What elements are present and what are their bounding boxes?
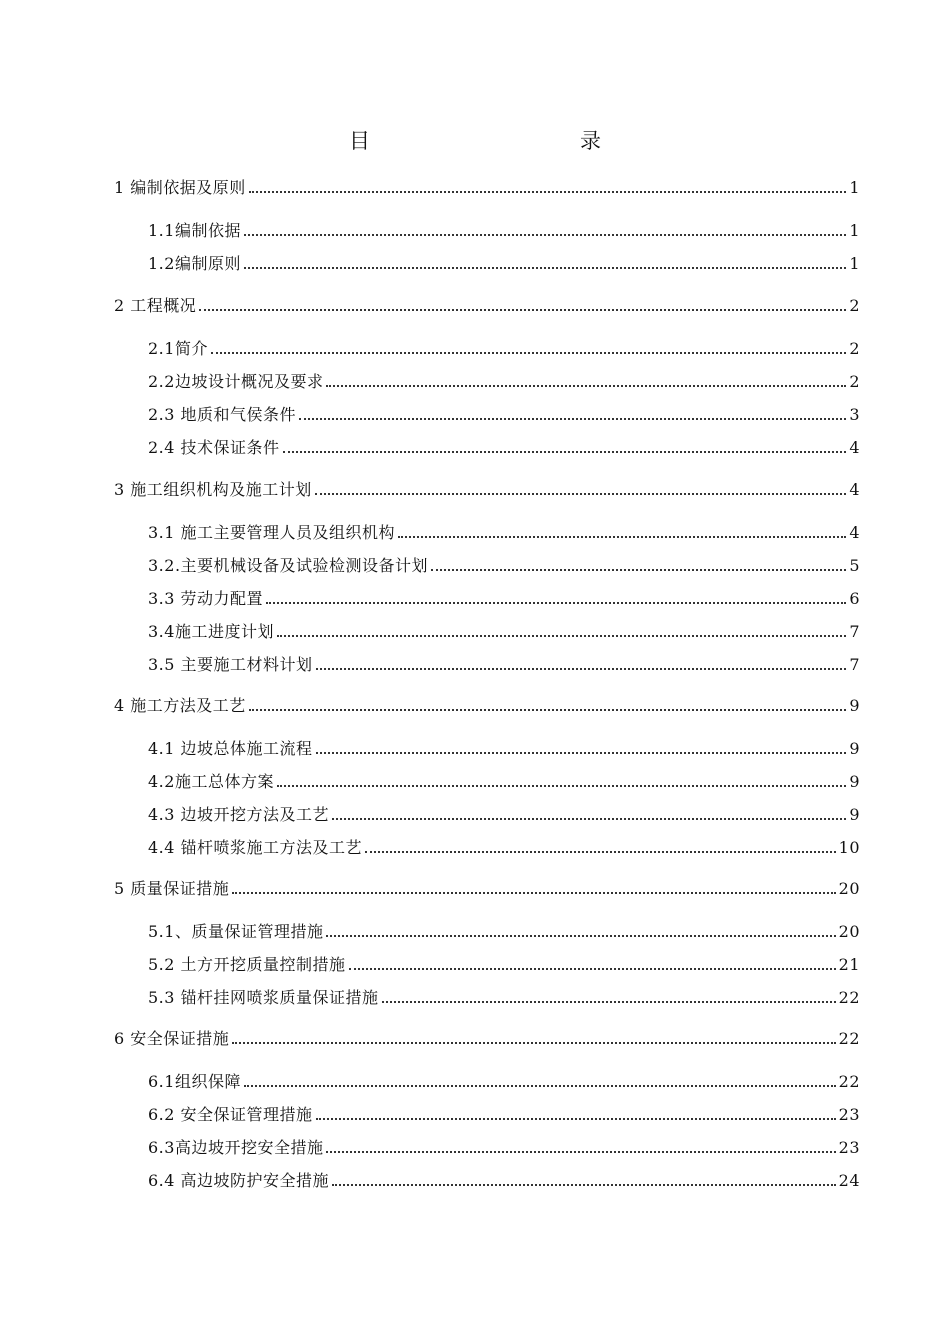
toc-subsection-entry[interactable]	[148, 368, 860, 392]
dot-leader	[326, 1151, 835, 1153]
toc-entry-title: 2.1简介	[148, 339, 208, 358]
toc-entry-title: 4.4 锚杆喷浆施工方法及工艺	[148, 838, 363, 857]
dot-leader	[316, 668, 847, 670]
toc-entry-title: 2 工程概况	[114, 296, 197, 315]
dot-leader	[283, 451, 847, 453]
toc-page-number: 6	[849, 589, 860, 608]
dot-leader	[244, 234, 846, 236]
dot-leader	[365, 851, 836, 853]
toc-page-number: 9	[849, 772, 860, 791]
toc-section-entry[interactable]	[114, 292, 860, 316]
toc-entry-title: 3.2.主要机械设备及试验检测设备计划	[148, 556, 429, 575]
toc-page-number: 10	[838, 838, 860, 857]
toc-entry-title: 4.3 边坡开挖方法及工艺	[148, 805, 330, 824]
dot-leader	[277, 785, 846, 787]
toc-subsection-entry[interactable]	[148, 1068, 860, 1092]
toc-entry-title: 6 安全保证措施	[114, 1029, 230, 1048]
dot-leader	[249, 191, 847, 193]
toc-section-entry[interactable]	[114, 174, 860, 198]
toc-entry-title: 6.2 安全保证管理措施	[148, 1105, 313, 1124]
toc-page-number: 5	[849, 556, 860, 575]
toc-entry-title: 3.4施工进度计划	[148, 622, 274, 641]
toc-page-number: 9	[849, 805, 860, 824]
dot-leader	[244, 267, 846, 269]
dot-leader	[244, 1085, 836, 1087]
dot-leader	[398, 536, 846, 538]
dot-leader	[326, 935, 835, 937]
toc-subsection-entry[interactable]	[148, 519, 860, 543]
dot-leader	[316, 1118, 836, 1120]
dot-leader	[431, 569, 846, 571]
toc-page-number: 23	[838, 1138, 860, 1157]
toc-entry-title: 3.3 劳动力配置	[148, 589, 264, 608]
toc-page-number: 2	[849, 339, 860, 358]
toc-entry-title: 1.1编制依据	[148, 221, 241, 240]
toc-section-entry[interactable]	[114, 476, 860, 500]
toc-title: 目 录	[349, 129, 657, 153]
toc-page-number: 20	[838, 879, 860, 898]
toc-subsection-entry[interactable]	[148, 335, 860, 359]
toc-page-number: 23	[838, 1105, 860, 1124]
toc-entry-title: 5.3 锚杆挂网喷浆质量保证措施	[148, 988, 379, 1007]
dot-leader	[315, 493, 847, 495]
dot-leader	[211, 352, 846, 354]
toc-page-number: 1	[849, 178, 860, 197]
toc-entry-title: 5.2 土方开挖质量控制措施	[148, 955, 346, 974]
toc-page-number: 2	[849, 296, 860, 315]
dot-leader	[326, 385, 846, 387]
toc-entry-title: 6.1组织保障	[148, 1072, 241, 1091]
dot-leader	[199, 309, 846, 311]
toc-entry-title: 4 施工方法及工艺	[114, 696, 246, 715]
toc-page-number: 20	[838, 922, 860, 941]
toc-page-number: 22	[838, 1029, 860, 1048]
toc-subsection-entry[interactable]	[148, 801, 860, 825]
toc-subsection-entry[interactable]	[148, 552, 860, 576]
dot-leader	[299, 418, 846, 420]
toc-entry-title: 5.1、质量保证管理措施	[148, 922, 324, 941]
toc-subsection-entry[interactable]	[148, 951, 860, 975]
dot-leader	[249, 709, 847, 711]
dot-leader	[316, 752, 847, 754]
toc-entry-title: 5 质量保证措施	[114, 879, 230, 898]
toc-entry-title: 1.2编制原则	[148, 254, 241, 273]
toc-page-number: 1	[849, 221, 860, 240]
toc-page-number: 21	[838, 955, 860, 974]
toc-subsection-entry[interactable]	[148, 585, 860, 609]
toc-subsection-entry[interactable]	[148, 1101, 860, 1125]
dot-leader	[277, 635, 846, 637]
toc-page-number: 9	[849, 696, 860, 715]
toc-entry-title: 6.4 高边坡防护安全措施	[148, 1171, 330, 1190]
toc-page-number: 7	[849, 622, 860, 641]
toc-page-number: 7	[849, 655, 860, 674]
toc-section-entry[interactable]	[114, 875, 860, 899]
toc-entry-title: 3 施工组织机构及施工计划	[114, 480, 312, 499]
toc-entry-title: 4.1 边坡总体施工流程	[148, 739, 313, 758]
toc-entry-title: 2.2边坡设计概况及要求	[148, 372, 324, 391]
dot-leader	[332, 1184, 836, 1186]
toc-page-number: 9	[849, 739, 860, 758]
toc-page-number: 24	[838, 1171, 860, 1190]
toc-entry-title: 1 编制依据及原则	[114, 178, 246, 197]
toc-subsection-entry[interactable]	[148, 984, 860, 1008]
toc-page-number: 1	[849, 254, 860, 273]
toc-subsection-entry[interactable]	[148, 434, 860, 458]
toc-section-entry[interactable]	[114, 1025, 860, 1049]
dot-leader	[332, 818, 846, 820]
toc-subsection-entry[interactable]	[148, 651, 860, 675]
dot-leader	[382, 1001, 836, 1003]
toc-page-number: 4	[849, 523, 860, 542]
toc-entry-title: 3.1 施工主要管理人员及组织机构	[148, 523, 396, 542]
toc-page-number: 22	[838, 1072, 860, 1091]
dot-leader	[232, 1042, 835, 1044]
toc-entry-title: 4.2施工总体方案	[148, 772, 274, 791]
toc-subsection-entry[interactable]	[148, 1134, 860, 1158]
dot-leader	[232, 892, 835, 894]
toc-subsection-entry[interactable]	[148, 735, 860, 759]
toc-subsection-entry[interactable]	[148, 918, 860, 942]
toc-subsection-entry[interactable]	[148, 618, 860, 642]
toc-entry-title: 6.3高边坡开挖安全措施	[148, 1138, 324, 1157]
dot-leader	[349, 968, 836, 970]
dot-leader	[266, 602, 846, 604]
toc-subsection-entry[interactable]	[148, 250, 860, 274]
toc-subsection-entry[interactable]	[148, 834, 860, 858]
toc-entry-title: 2.4 技术保证条件	[148, 438, 280, 457]
toc-subsection-entry[interactable]	[148, 401, 860, 425]
toc-page-number: 22	[838, 988, 860, 1007]
toc-entry-title: 3.5 主要施工材料计划	[148, 655, 313, 674]
toc-page-number: 4	[849, 480, 860, 499]
toc-page-number: 2	[849, 372, 860, 391]
toc-entry-title: 2.3 地质和气侯条件	[148, 405, 297, 424]
toc-subsection-entry[interactable]	[148, 768, 860, 792]
toc-subsection-entry[interactable]	[148, 1167, 860, 1191]
toc-subsection-entry[interactable]	[148, 217, 860, 241]
toc-section-entry[interactable]	[114, 692, 860, 716]
toc-page-number: 3	[849, 405, 860, 424]
toc-page-number: 4	[849, 438, 860, 457]
